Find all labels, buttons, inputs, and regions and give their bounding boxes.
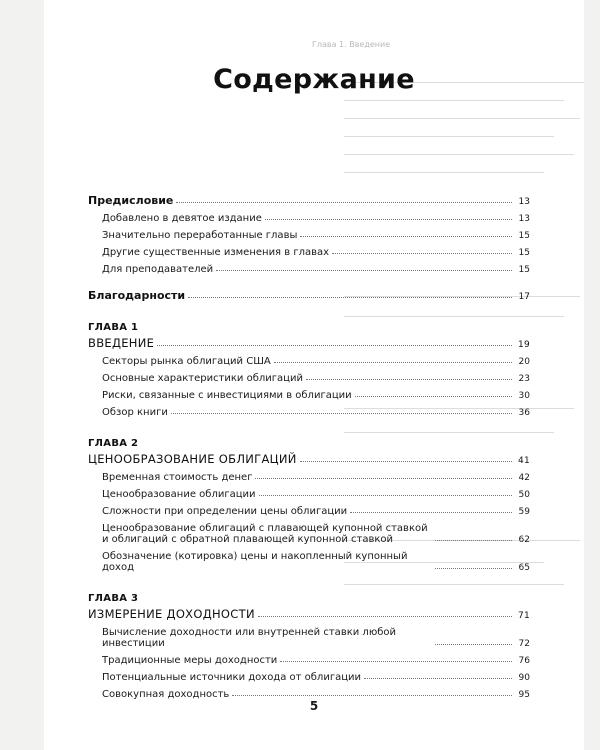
dot-leader xyxy=(259,495,512,496)
toc-entry[interactable] xyxy=(88,356,530,367)
toc-entry[interactable] xyxy=(88,373,530,384)
dot-leader xyxy=(232,695,512,696)
toc-entry[interactable] xyxy=(88,655,530,666)
toc-entry-title: Предисловие xyxy=(88,194,174,207)
page-title: Содержание xyxy=(213,64,415,95)
dot-leader xyxy=(171,413,512,414)
toc-entry-title: Совокупная доходность xyxy=(102,689,230,700)
dot-leader xyxy=(157,345,512,346)
toc-entry-page: 50 xyxy=(518,490,530,500)
toc-entry-page: 42 xyxy=(518,473,530,483)
bleed-line xyxy=(344,136,554,137)
dot-leader xyxy=(176,202,512,203)
toc-entry-title: Другие существенные изменения в главах xyxy=(102,247,330,258)
toc-entry[interactable] xyxy=(88,390,530,401)
toc-section xyxy=(88,593,530,700)
dot-leader xyxy=(435,644,512,645)
dot-leader xyxy=(300,236,512,237)
toc-entry-page: 15 xyxy=(518,231,530,241)
toc-entry-title: Основные характеристики облигаций xyxy=(102,373,303,384)
toc-section xyxy=(88,438,530,573)
dot-leader xyxy=(435,568,512,569)
bleed-line xyxy=(344,154,574,155)
dot-leader xyxy=(280,661,512,662)
toc-entry-page: 90 xyxy=(518,673,530,683)
toc-entry-title: Для преподавателей xyxy=(102,264,214,275)
toc-entry-title: Значительно переработанные главы xyxy=(102,230,298,241)
dot-leader xyxy=(265,219,512,220)
toc-entry-title: Обзор книги xyxy=(102,407,168,418)
toc-entry-title: Благодарности xyxy=(88,289,186,302)
dot-leader xyxy=(300,461,512,462)
page-number: 5 xyxy=(309,699,319,713)
toc-entry[interactable] xyxy=(88,230,530,241)
table-of-contents xyxy=(88,190,530,700)
toc-entry-title: Добавлено в девятое издание xyxy=(102,213,262,224)
toc-entry-page: 72 xyxy=(518,639,530,649)
dot-leader xyxy=(350,512,512,513)
toc-entry-title: Риски, связанные с инвестициями в облигации xyxy=(102,390,352,401)
toc-section xyxy=(88,194,530,275)
toc-entry[interactable] xyxy=(88,213,530,224)
toc-entry-page: 41 xyxy=(517,456,530,466)
toc-entry[interactable] xyxy=(88,607,530,621)
toc-entry-title: ВВЕДЕНИЕ xyxy=(88,336,155,350)
toc-entry-title: Обозначение (котировка) цены и накопленный купонный доход xyxy=(102,551,408,573)
toc-entry[interactable] xyxy=(88,551,530,573)
toc-entry-title: ЦЕНООБРАЗОВАНИЕ ОБЛИГАЦИЙ xyxy=(88,452,297,466)
toc-entry-title: Традиционные меры доходности xyxy=(102,655,278,666)
toc-entry-page: 36 xyxy=(518,408,530,418)
chapter-label: ГЛАВА 1 xyxy=(88,322,139,333)
toc-entry-title: Сложности при определении цены облигации xyxy=(102,506,348,517)
toc-entry[interactable] xyxy=(88,489,530,500)
toc-entry[interactable] xyxy=(88,452,530,466)
dot-leader xyxy=(274,362,512,363)
bleed-through-running-head: Глава 1. Введение xyxy=(312,40,391,49)
chapter-label: ГЛАВА 3 xyxy=(88,593,139,604)
dot-leader xyxy=(355,396,512,397)
dot-leader xyxy=(435,540,512,541)
dot-leader xyxy=(188,297,512,298)
toc-entry[interactable] xyxy=(88,247,530,258)
toc-entry[interactable] xyxy=(88,336,530,350)
toc-entry-page: 13 xyxy=(518,214,530,224)
toc-entry[interactable] xyxy=(88,264,530,275)
toc-entry[interactable] xyxy=(88,672,530,683)
toc-entry-title: Потенциальные источники дохода от облигации xyxy=(102,672,362,683)
toc-entry-title: Временная стоимость денег xyxy=(102,472,253,483)
toc-entry-page: 19 xyxy=(517,340,530,350)
dot-leader xyxy=(255,478,512,479)
bleed-line xyxy=(344,100,564,101)
toc-entry-page: 15 xyxy=(518,265,530,275)
toc-entry[interactable] xyxy=(88,523,530,545)
toc-entry-page: 95 xyxy=(518,690,530,700)
toc-entry[interactable] xyxy=(88,506,530,517)
toc-entry-page: 65 xyxy=(518,563,530,573)
toc-entry-page: 13 xyxy=(518,197,530,207)
toc-entry-page: 71 xyxy=(517,611,530,621)
toc-entry-page: 20 xyxy=(518,357,530,367)
chapter-label: ГЛАВА 2 xyxy=(88,438,139,449)
toc-entry-page: 15 xyxy=(518,248,530,258)
toc-entry-page: 76 xyxy=(518,656,530,666)
toc-entry[interactable] xyxy=(88,194,530,207)
toc-entry-page: 23 xyxy=(518,374,530,384)
toc-entry-page: 30 xyxy=(518,391,530,401)
dot-leader xyxy=(364,678,512,679)
toc-entry-title: Ценообразование облигации xyxy=(102,489,256,500)
bleed-line xyxy=(344,172,544,173)
dot-leader xyxy=(332,253,512,254)
toc-entry[interactable] xyxy=(88,472,530,483)
toc-entry-title: Ценообразование облигаций с плавающей купонной ставкой и облигаций с обратной плавающей купонной ставкой xyxy=(102,523,428,545)
toc-entry-title: Секторы рынка облигаций США xyxy=(102,356,271,367)
bleed-line xyxy=(344,118,580,119)
toc-entry-page: 17 xyxy=(518,292,530,302)
toc-entry[interactable] xyxy=(88,407,530,418)
dot-leader xyxy=(216,270,512,271)
toc-entry[interactable] xyxy=(88,289,530,302)
book-page xyxy=(44,0,584,750)
toc-entry-page: 62 xyxy=(518,535,530,545)
dot-leader xyxy=(306,379,512,380)
toc-entry-page: 59 xyxy=(518,507,530,517)
toc-entry[interactable] xyxy=(88,627,530,649)
dot-leader xyxy=(258,616,512,617)
toc-entry-title: ИЗМЕРЕНИЕ ДОХОДНОСТИ xyxy=(88,607,255,621)
toc-section xyxy=(88,289,530,302)
toc-entry-title: Вычисление доходности или внутренней ставки любой инвестиции xyxy=(102,627,397,649)
toc-section xyxy=(88,322,530,418)
